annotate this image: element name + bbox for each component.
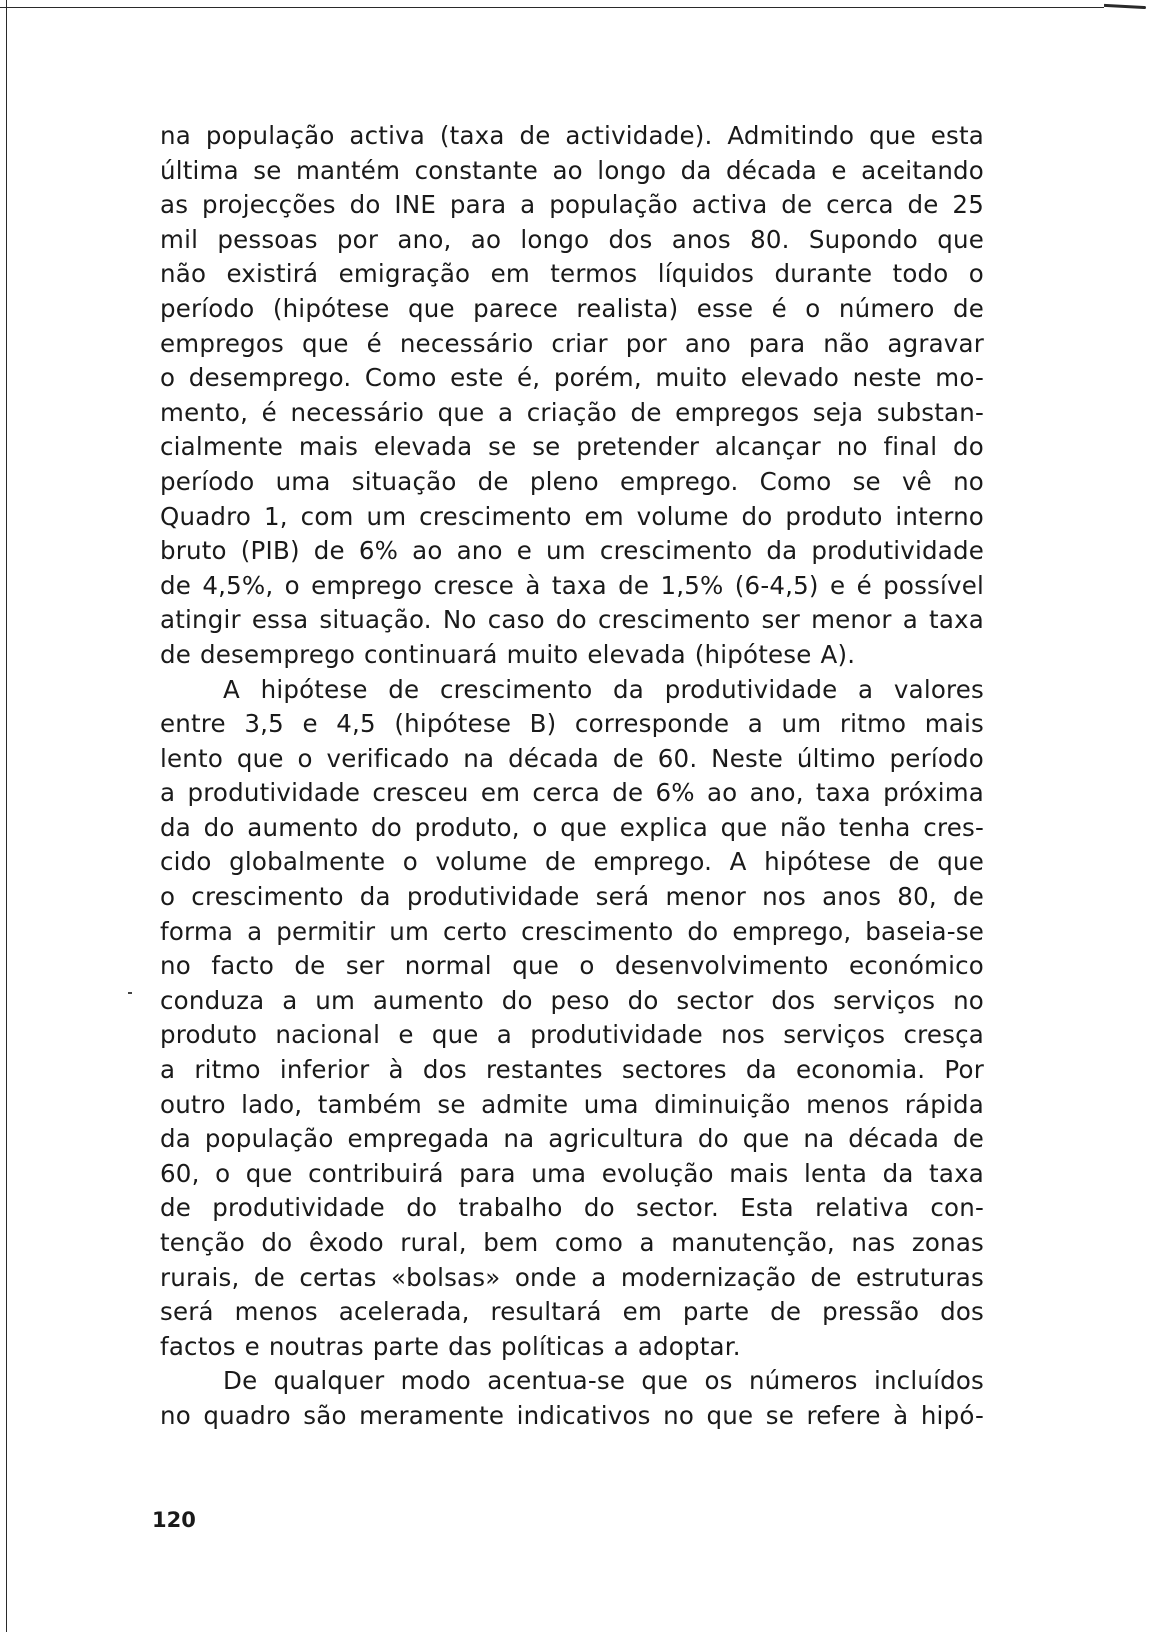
paragraph-start-line: A hipótese de crescimento da produtividade a valores [223,674,984,704]
body-text [160,119,984,1434]
text-line: período (hipótese que parece realista) esse é o número de [160,293,984,323]
text-line: mil pessoas por ano, ao longo dos anos 80. Supondo que [160,224,984,254]
text-line: tenção do êxodo rural, bem como a manutenção, nas zonas [160,1228,984,1257]
text-line: cialmente mais elevada se se pretender alcançar no final do [160,432,984,462]
text-line: forma a permitir um certo crescimento do emprego, baseia-se [160,916,984,946]
text-line: produto nacional e que a produtividade nos serviços cresça [160,1020,984,1050]
page-top-edge [0,7,1104,8]
text-line: no quadro são meramente indicativos no que se refere à hipó- [160,1400,984,1430]
text-line: o crescimento da produtividade será menor nos anos 80, de [160,882,984,912]
text-line: a ritmo inferior à dos restantes sectores da economia. Por [160,1055,984,1085]
text-line: de 4,5%, o emprego cresce à taxa de 1,5% (6-4,5) e é possível [160,570,984,600]
text-line: lento que o verificado na década de 60. Neste último período [160,743,984,773]
text-line: da população empregada na agricultura do que na década de [160,1124,984,1154]
text-line: período uma situação de pleno emprego. Como se vê no [160,466,984,496]
text-line: as projecções do INE para a população activa de cerca de 25 [160,190,984,220]
text-line: não existirá emigração em termos líquidos durante todo o [160,259,984,289]
paragraph-end-line: factos e noutras parte das políticas a adoptar. [160,1331,741,1361]
page-left-edge [6,0,7,1632]
text-line: rurais, de certas «bolsas» onde a modernização de estruturas [160,1262,984,1292]
text-line: da do aumento do produto, o que explica que não tenha cres- [160,812,984,842]
text-line: na população activa (taxa de actividade). Admitindo que esta [160,121,984,150]
text-line: Quadro 1, com um crescimento em volume do produto interno [160,501,984,531]
text-line: última se mantém constante ao longo da década e aceitando [160,155,984,185]
text-line: de produtividade do trabalho do sector. Esta relativa con- [160,1193,984,1223]
text-line: será menos acelerada, resultará em parte de pressão dos [160,1297,984,1327]
paragraph-start-line: De qualquer modo acentua-se que os números incluídos [223,1366,984,1396]
text-line: conduza a um aumento do peso do sector dos serviços no [160,985,984,1015]
text-line: empregos que é necessário criar por ano para não agravar [160,328,984,358]
paragraph-end-line: de desemprego continuará muito elevada (hipótese A). [160,639,856,669]
text-line: outro lado, também se admite uma diminuição menos rápida [160,1089,984,1119]
text-line: bruto (PIB) de 6% ao ano e um crescimento da produtividade [160,536,984,566]
text-line: atingir essa situação. No caso do crescimento ser menor a taxa [160,605,984,635]
text-line: entre 3,5 e 4,5 (hipótese B) corresponde a um ritmo mais [160,709,984,739]
text-line: mento, é necessário que a criação de empregos seja substan- [160,397,984,427]
page-number: 120 [152,1508,196,1532]
text-line: a produtividade cresceu em cerca de 6% ao ano, taxa próxima [160,778,984,808]
text-line: no facto de ser normal que o desenvolvimento económico [160,951,984,981]
page-top-edge-mark [1104,4,1146,9]
stray-mark [128,992,132,994]
text-line: 60, o que contribuirá para uma evolução mais lenta da taxa [160,1158,984,1188]
text-line: cido globalmente o volume de emprego. A hipótese de que [160,847,984,877]
text-line: o desemprego. Como este é, porém, muito elevado neste mo- [160,363,984,393]
